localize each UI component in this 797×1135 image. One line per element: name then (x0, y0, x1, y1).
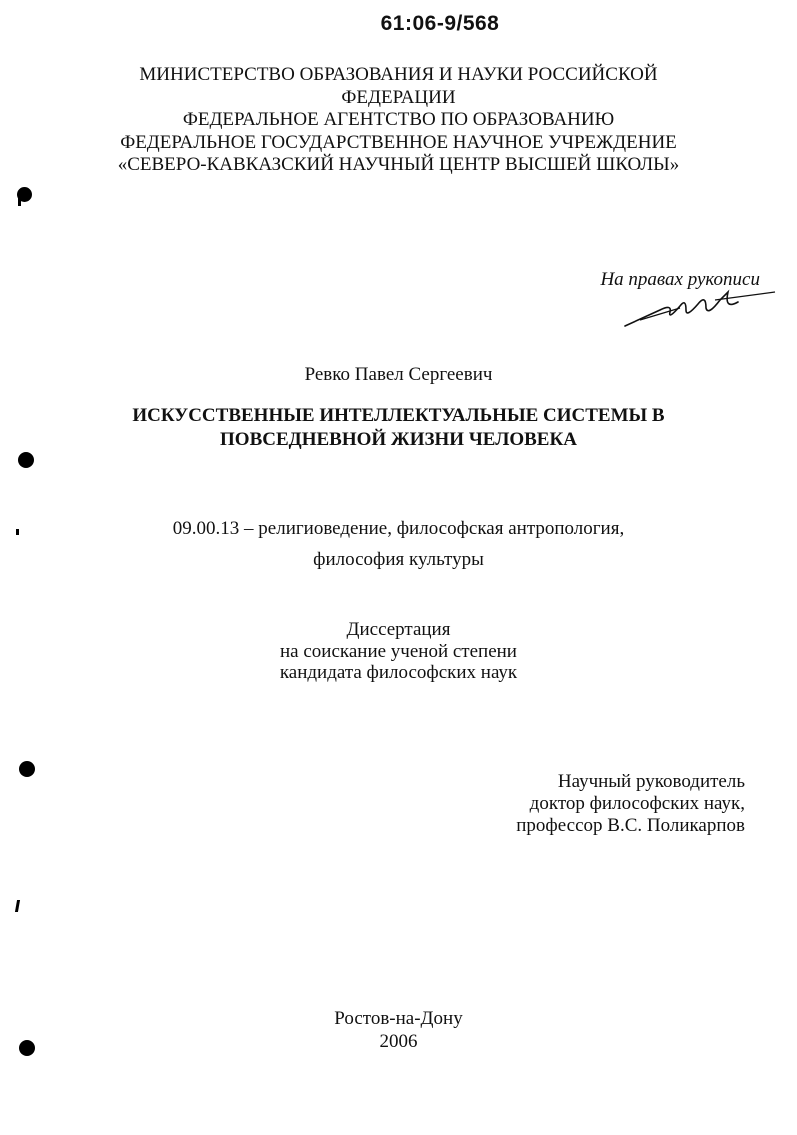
supervisor-degree: доктор философских наук, (529, 793, 745, 814)
dissertation-line-1: Диссертация (346, 619, 451, 640)
dissertation-line-2: на соискание ученой степени (280, 640, 517, 662)
supervisor-block (440, 771, 745, 837)
dissertation-type (0, 619, 797, 684)
city: Ростов-на-Дону (334, 1008, 463, 1029)
binding-hole-mark (19, 761, 35, 777)
scan-speck (16, 529, 19, 535)
year: 2006 (379, 1031, 418, 1052)
organization-header (0, 64, 797, 177)
org-line-ministry: МИНИСТЕРСТВО ОБРАЗОВАНИЯ И НАУКИ РОССИЙСКОЙ (139, 64, 658, 85)
org-line-institution: ФЕДЕРАЛЬНОЕ ГОСУДАРСТВЕННОЕ НАУЧНОЕ УЧРЕЖДЕНИЕ (120, 131, 677, 153)
org-line-center: «СЕВЕРО-КАВКАЗСКИЙ НАУЧНЫЙ ЦЕНТР ВЫСШЕЙ ШКОЛЫ» (117, 154, 680, 175)
binding-hole-mark-tail (18, 196, 21, 206)
dissertation-line-3: кандидата философских наук (279, 662, 518, 683)
author-name: Ревко Павел Сергеевич (304, 364, 493, 385)
dissertation-title (0, 404, 797, 452)
org-line-agency: ФЕДЕРАЛЬНОЕ АГЕНТСТВО ПО ОБРАЗОВАНИЮ (182, 109, 615, 130)
binding-hole-mark (19, 1040, 35, 1056)
specialty-line-1: 09.00.13 – религиоведение, философская антропология, (172, 518, 625, 539)
place-and-year (0, 1007, 797, 1053)
call-number: 61:06-9/568 (380, 12, 500, 35)
manuscript-rights-note: На правах рукописи (600, 269, 760, 290)
scan-speck (15, 900, 20, 912)
title-line-2: ПОВСЕДНЕВНОЙ ЖИЗНИ ЧЕЛОВЕКА (220, 429, 577, 450)
org-line-federation: ФЕДЕРАЦИИ (341, 86, 456, 108)
title-line-1: ИСКУССТВЕННЫЕ ИНТЕЛЛЕКТУАЛЬНЫЕ СИСТЕМЫ В (132, 405, 665, 426)
handwritten-signature (620, 282, 780, 332)
supervisor-role: Научный руководитель (557, 771, 745, 792)
supervisor-name: профессор В.С. Поликарпов (516, 815, 745, 836)
specialty-line-2: философия культуры (313, 549, 484, 570)
binding-hole-mark (18, 452, 34, 468)
